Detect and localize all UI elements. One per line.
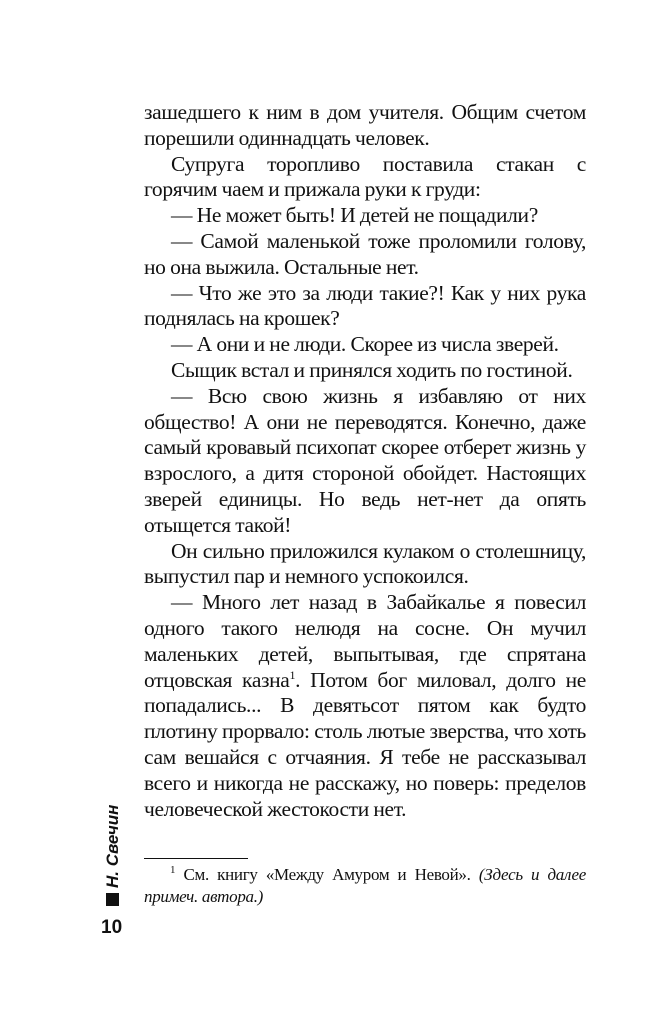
footnote	[144, 864, 586, 908]
main-text	[144, 100, 586, 822]
paragraph-text-before-note: — Много лет назад в Забайкалье я повесил одного такого нелюдя на сосне. Он мучил маленьких детей, выпытывая, где спрятана отцовская казна	[144, 590, 586, 692]
page-number: 10	[101, 917, 123, 938]
paragraph: Супруга торопливо поставила стакан с горячим чаем и прижала руки к груди:	[144, 151, 586, 202]
dialogue-line: — Самой маленькой тоже проломили голову, но она выжила. Остальные нет.	[144, 228, 586, 279]
footnote-text: См. книгу «Между Амуром и Невой».	[175, 865, 479, 884]
dialogue-line-with-note	[144, 590, 586, 822]
paragraph: зашедшего к ним в дом учителя. Общим счетом порешили одиннадцать человек.	[144, 100, 586, 150]
dialogue-line: — Всю свою жизнь я избавляю от них общество! А они не переводятся. Конечно, даже самый кровавый психопат скорее отберет жизнь у взрослого, а дитя стороной обойдет. Настоящих зверей единицы. Но ведь нет-нет да опять отыщется такой!	[144, 383, 586, 537]
dialogue-line: — Что же это за люди такие?! Как у них рука поднялась на крошек?	[144, 280, 586, 331]
footnote-italic-text: (Здесь и далее примеч. автора.)	[144, 865, 586, 906]
running-head-author: Н. Свечин	[103, 804, 122, 888]
dialogue-line: — Не может быть! И детей не пощадили?	[171, 203, 538, 228]
square-marker-icon	[106, 893, 119, 906]
paragraph-text-after-note: . Потом бог миловал, долго не попадались... В девятьсот пятом как будто плотину прорвало: столь лютые зверства, что хоть сам вешайся с отчаяния. Я тебе не рассказывал всего и никогда не расскажу, но поверь: пределов человеческой жестокости нет.	[144, 667, 587, 821]
footnote-mark: 1	[170, 864, 176, 877]
paragraph: Он сильно приложился кулаком о столешницу, выпустил пар и немного успокоился.	[144, 538, 586, 589]
footnote-divider	[144, 858, 248, 859]
footnote-reference[interactable]: 1	[289, 667, 296, 682]
dialogue-line: — А они и не люди. Скорее из числа зверей.	[171, 332, 559, 357]
paragraph: Сыщик встал и принялся ходить по гостиной.	[171, 357, 573, 382]
